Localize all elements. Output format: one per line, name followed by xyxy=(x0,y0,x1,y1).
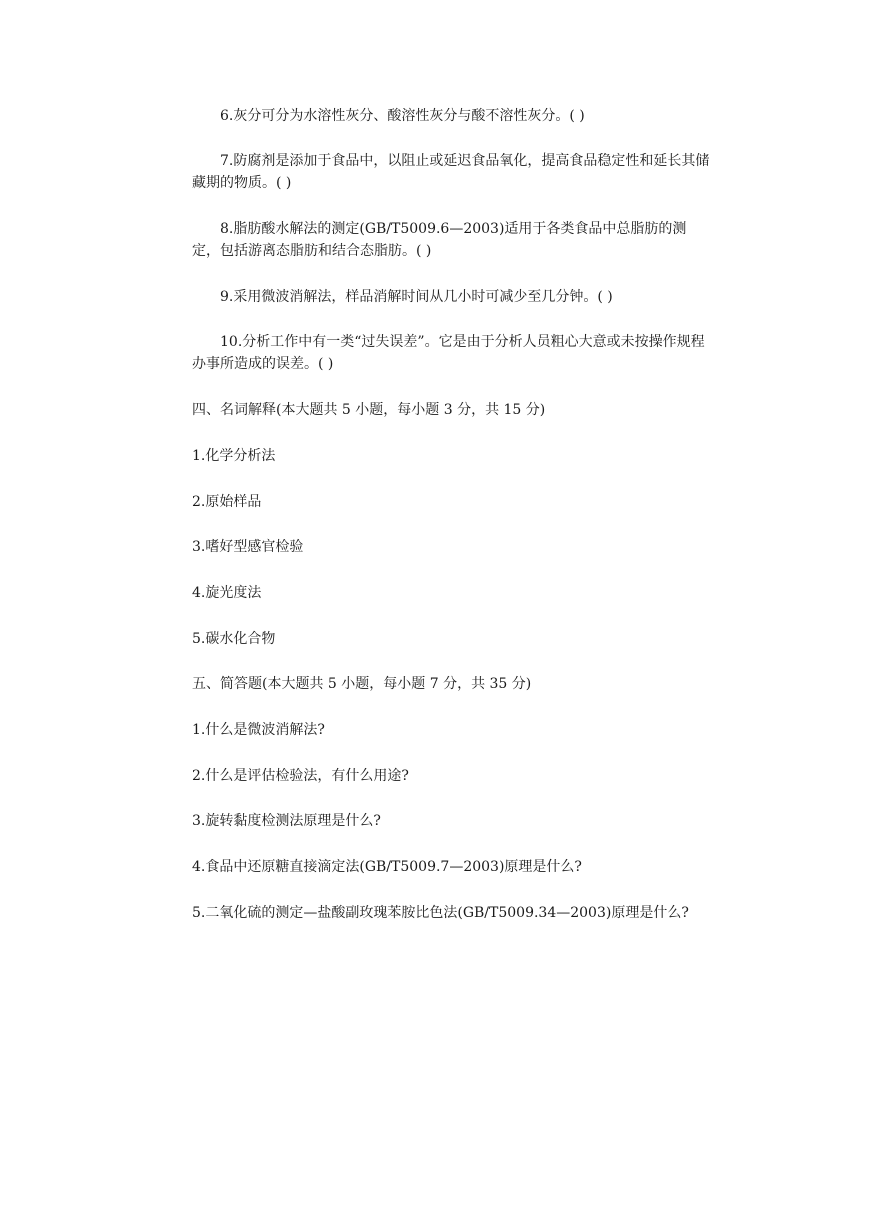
section5-item-5: 5.二氧化硫的测定—盐酸副玫瑰苯胺比色法(GB/T5009.34—2003)原理是什么? xyxy=(192,905,689,921)
true-false-item-8: 8.脂肪酸水解法的测定(GB/T5009.6—2003)适用于各类食品中总脂肪的测定，包括游离态脂肪和结合态脂肪。( ) xyxy=(192,221,687,259)
true-false-item-7: 7.防腐剂是添加于食品中，以阻止或延迟食品氧化，提高食品稳定性和延长其储藏期的物质。( ) xyxy=(192,153,710,191)
true-false-item-6: 6.灰分可分为水溶性灰分、酸溶性灰分与酸不溶性灰分。( ) xyxy=(220,108,585,124)
section5-item-4: 4.食品中还原糖直接滴定法(GB/T5009.7—2003)原理是什么? xyxy=(192,859,582,875)
section4-item-5: 5.碳水化合物 xyxy=(192,631,276,647)
section5-item-2: 2.什么是评估检验法，有什么用途? xyxy=(192,768,409,784)
section5-item-3: 3.旋转黏度检测法原理是什么? xyxy=(192,813,381,829)
section4-item-3: 3.嗜好型感官检验 xyxy=(192,539,304,555)
section4-item-4: 4.旋光度法 xyxy=(192,585,262,601)
section5-item-1: 1.什么是微波消解法? xyxy=(192,722,325,738)
section4-item-2: 2.原始样品 xyxy=(192,494,262,510)
section5-heading: 五、简答题(本大题共 5 小题，每小题 7 分，共 35 分) xyxy=(192,676,532,692)
section4-item-1: 1.化学分析法 xyxy=(192,448,276,464)
true-false-item-10: 10.分析工作中有一类“过失误差”。它是由于分析人员粗心大意或未按操作规程办事所造成的误差。( ) xyxy=(192,334,705,372)
section4-heading: 四、名词解释(本大题共 5 小题，每小题 3 分，共 15 分) xyxy=(192,402,546,418)
true-false-item-9: 9.采用微波消解法，样品消解时间从几小时可减少至几分钟。( ) xyxy=(220,289,613,305)
